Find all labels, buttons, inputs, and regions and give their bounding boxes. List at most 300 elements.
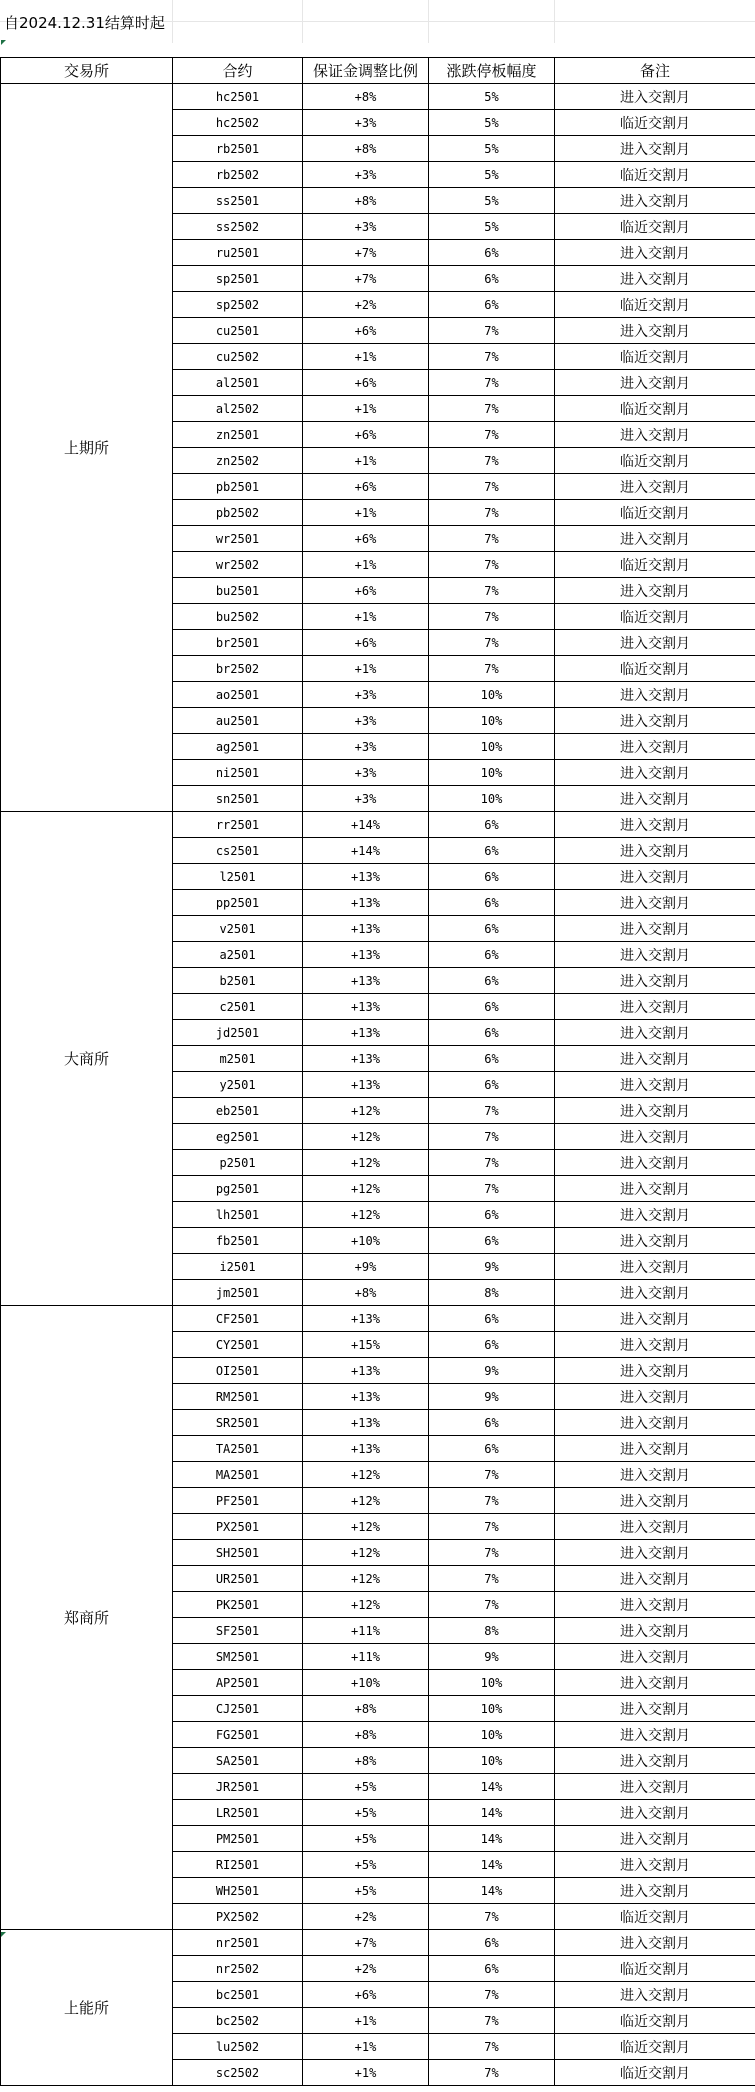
limit-cell[interactable]: 6% (429, 1306, 555, 1332)
contract-cell[interactable]: pb2502 (173, 500, 303, 526)
margin-cell[interactable]: +12% (303, 1514, 429, 1540)
contract-cell[interactable]: wr2502 (173, 552, 303, 578)
margin-cell[interactable]: +2% (303, 292, 429, 318)
margin-cell[interactable]: +13% (303, 1306, 429, 1332)
note-cell[interactable]: 进入交割月 (555, 1514, 755, 1540)
limit-cell[interactable]: 7% (429, 2060, 555, 2086)
limit-cell[interactable]: 7% (429, 500, 555, 526)
header-contract[interactable]: 合约 (173, 58, 303, 84)
contract-cell[interactable]: br2501 (173, 630, 303, 656)
margin-cell[interactable]: +10% (303, 1228, 429, 1254)
limit-cell[interactable]: 5% (429, 162, 555, 188)
margin-cell[interactable]: +1% (303, 604, 429, 630)
note-cell[interactable]: 进入交割月 (555, 1358, 755, 1384)
limit-cell[interactable]: 7% (429, 526, 555, 552)
contract-cell[interactable]: RI2501 (173, 1852, 303, 1878)
margin-cell[interactable]: +8% (303, 1748, 429, 1774)
limit-cell[interactable]: 6% (429, 266, 555, 292)
note-cell[interactable]: 进入交割月 (555, 578, 755, 604)
limit-cell[interactable]: 5% (429, 136, 555, 162)
note-cell[interactable]: 进入交割月 (555, 266, 755, 292)
margin-cell[interactable]: +6% (303, 370, 429, 396)
margin-cell[interactable]: +13% (303, 968, 429, 994)
margin-cell[interactable]: +13% (303, 890, 429, 916)
margin-cell[interactable]: +3% (303, 682, 429, 708)
margin-cell[interactable]: +5% (303, 1826, 429, 1852)
note-cell[interactable]: 进入交割月 (555, 1722, 755, 1748)
limit-cell[interactable]: 10% (429, 760, 555, 786)
margin-cell[interactable]: +12% (303, 1592, 429, 1618)
note-cell[interactable]: 进入交割月 (555, 812, 755, 838)
note-cell[interactable]: 进入交割月 (555, 1124, 755, 1150)
note-cell[interactable]: 进入交割月 (555, 1072, 755, 1098)
limit-cell[interactable]: 14% (429, 1774, 555, 1800)
margin-cell[interactable]: +14% (303, 812, 429, 838)
note-cell[interactable]: 进入交割月 (555, 1592, 755, 1618)
limit-cell[interactable]: 7% (429, 630, 555, 656)
contract-cell[interactable]: SR2501 (173, 1410, 303, 1436)
contract-cell[interactable]: PX2502 (173, 1904, 303, 1930)
limit-cell[interactable]: 10% (429, 708, 555, 734)
margin-cell[interactable]: +12% (303, 1462, 429, 1488)
limit-cell[interactable]: 7% (429, 344, 555, 370)
contract-cell[interactable]: ss2501 (173, 188, 303, 214)
contract-cell[interactable]: bu2501 (173, 578, 303, 604)
note-cell[interactable]: 临近交割月 (555, 2008, 755, 2034)
contract-cell[interactable]: cu2501 (173, 318, 303, 344)
limit-cell[interactable]: 7% (429, 2034, 555, 2060)
contract-cell[interactable]: nr2502 (173, 1956, 303, 1982)
margin-cell[interactable]: +8% (303, 1722, 429, 1748)
note-cell[interactable]: 进入交割月 (555, 1306, 755, 1332)
note-cell[interactable]: 临近交割月 (555, 344, 755, 370)
margin-cell[interactable]: +3% (303, 162, 429, 188)
margin-cell[interactable]: +3% (303, 734, 429, 760)
margin-cell[interactable]: +12% (303, 1176, 429, 1202)
sheet-title[interactable]: 自2024.12.31结算时起 (4, 14, 165, 32)
limit-cell[interactable]: 10% (429, 682, 555, 708)
margin-cell[interactable]: +13% (303, 916, 429, 942)
contract-cell[interactable]: JR2501 (173, 1774, 303, 1800)
limit-cell[interactable]: 7% (429, 1098, 555, 1124)
margin-cell[interactable]: +3% (303, 786, 429, 812)
note-cell[interactable]: 临近交割月 (555, 110, 755, 136)
margin-cell[interactable]: +10% (303, 1670, 429, 1696)
note-cell[interactable]: 进入交割月 (555, 708, 755, 734)
margin-cell[interactable]: +7% (303, 1930, 429, 1956)
margin-cell[interactable]: +12% (303, 1488, 429, 1514)
note-cell[interactable]: 进入交割月 (555, 1410, 755, 1436)
note-cell[interactable]: 临近交割月 (555, 1904, 755, 1930)
exchange-cell[interactable]: 大商所 (1, 812, 173, 1306)
margin-cell[interactable]: +12% (303, 1150, 429, 1176)
margin-cell[interactable]: +6% (303, 526, 429, 552)
margin-cell[interactable]: +13% (303, 1384, 429, 1410)
limit-cell[interactable]: 14% (429, 1852, 555, 1878)
contract-cell[interactable]: rb2502 (173, 162, 303, 188)
limit-cell[interactable]: 6% (429, 890, 555, 916)
note-cell[interactable]: 进入交割月 (555, 474, 755, 500)
limit-cell[interactable]: 6% (429, 1956, 555, 1982)
contract-cell[interactable]: ss2502 (173, 214, 303, 240)
limit-cell[interactable]: 8% (429, 1280, 555, 1306)
margin-cell[interactable]: +3% (303, 760, 429, 786)
contract-cell[interactable]: UR2501 (173, 1566, 303, 1592)
note-cell[interactable]: 进入交割月 (555, 942, 755, 968)
note-cell[interactable]: 进入交割月 (555, 1748, 755, 1774)
contract-cell[interactable]: pg2501 (173, 1176, 303, 1202)
contract-cell[interactable]: lh2501 (173, 1202, 303, 1228)
note-cell[interactable]: 进入交割月 (555, 1098, 755, 1124)
limit-cell[interactable]: 6% (429, 1046, 555, 1072)
margin-cell[interactable]: +1% (303, 344, 429, 370)
margin-cell[interactable]: +12% (303, 1566, 429, 1592)
contract-cell[interactable]: y2501 (173, 1072, 303, 1098)
limit-cell[interactable]: 7% (429, 2008, 555, 2034)
contract-cell[interactable]: CY2501 (173, 1332, 303, 1358)
limit-cell[interactable]: 6% (429, 1072, 555, 1098)
margin-cell[interactable]: +5% (303, 1800, 429, 1826)
contract-cell[interactable]: b2501 (173, 968, 303, 994)
note-cell[interactable]: 进入交割月 (555, 1384, 755, 1410)
limit-cell[interactable]: 5% (429, 110, 555, 136)
contract-cell[interactable]: nr2501 (173, 1930, 303, 1956)
limit-cell[interactable]: 14% (429, 1800, 555, 1826)
contract-cell[interactable]: LR2501 (173, 1800, 303, 1826)
margin-cell[interactable]: +15% (303, 1332, 429, 1358)
margin-cell[interactable]: +3% (303, 708, 429, 734)
contract-cell[interactable]: bu2502 (173, 604, 303, 630)
contract-cell[interactable]: al2502 (173, 396, 303, 422)
contract-cell[interactable]: ao2501 (173, 682, 303, 708)
limit-cell[interactable]: 6% (429, 864, 555, 890)
margin-cell[interactable]: +2% (303, 1956, 429, 1982)
contract-cell[interactable]: zn2501 (173, 422, 303, 448)
note-cell[interactable]: 进入交割月 (555, 1228, 755, 1254)
note-cell[interactable]: 进入交割月 (555, 760, 755, 786)
margin-cell[interactable]: +13% (303, 994, 429, 1020)
note-cell[interactable]: 进入交割月 (555, 240, 755, 266)
margin-cell[interactable]: +6% (303, 578, 429, 604)
note-cell[interactable]: 进入交割月 (555, 84, 755, 110)
limit-cell[interactable]: 6% (429, 1020, 555, 1046)
note-cell[interactable]: 临近交割月 (555, 292, 755, 318)
note-cell[interactable]: 临近交割月 (555, 2034, 755, 2060)
note-cell[interactable]: 进入交割月 (555, 1982, 755, 2008)
margin-cell[interactable]: +13% (303, 1436, 429, 1462)
contract-cell[interactable]: ni2501 (173, 760, 303, 786)
limit-cell[interactable]: 6% (429, 994, 555, 1020)
limit-cell[interactable]: 14% (429, 1826, 555, 1852)
margin-cell[interactable]: +9% (303, 1254, 429, 1280)
contract-cell[interactable]: AP2501 (173, 1670, 303, 1696)
contract-cell[interactable]: ru2501 (173, 240, 303, 266)
limit-cell[interactable]: 7% (429, 1566, 555, 1592)
note-cell[interactable]: 进入交割月 (555, 1046, 755, 1072)
limit-cell[interactable]: 6% (429, 916, 555, 942)
limit-cell[interactable]: 7% (429, 578, 555, 604)
limit-cell[interactable]: 7% (429, 474, 555, 500)
limit-cell[interactable]: 7% (429, 656, 555, 682)
note-cell[interactable]: 进入交割月 (555, 734, 755, 760)
contract-cell[interactable]: wr2501 (173, 526, 303, 552)
contract-cell[interactable]: au2501 (173, 708, 303, 734)
contract-cell[interactable]: al2501 (173, 370, 303, 396)
contract-cell[interactable]: RM2501 (173, 1384, 303, 1410)
margin-cell[interactable]: +11% (303, 1644, 429, 1670)
contract-cell[interactable]: eb2501 (173, 1098, 303, 1124)
limit-cell[interactable]: 7% (429, 1176, 555, 1202)
margin-cell[interactable]: +13% (303, 1072, 429, 1098)
note-cell[interactable]: 进入交割月 (555, 1462, 755, 1488)
header-exchange[interactable]: 交易所 (1, 58, 173, 84)
contract-cell[interactable]: PX2501 (173, 1514, 303, 1540)
header-limit[interactable]: 涨跌停板幅度 (429, 58, 555, 84)
limit-cell[interactable]: 6% (429, 1930, 555, 1956)
margin-cell[interactable]: +5% (303, 1774, 429, 1800)
note-cell[interactable]: 进入交割月 (555, 1488, 755, 1514)
limit-cell[interactable]: 7% (429, 448, 555, 474)
limit-cell[interactable]: 9% (429, 1358, 555, 1384)
limit-cell[interactable]: 6% (429, 1410, 555, 1436)
note-cell[interactable]: 进入交割月 (555, 630, 755, 656)
contract-cell[interactable]: hc2501 (173, 84, 303, 110)
contract-cell[interactable]: jm2501 (173, 1280, 303, 1306)
note-cell[interactable]: 进入交割月 (555, 318, 755, 344)
margin-cell[interactable]: +3% (303, 110, 429, 136)
margin-cell[interactable]: +6% (303, 318, 429, 344)
margin-cell[interactable]: +1% (303, 656, 429, 682)
margin-cell[interactable]: +12% (303, 1098, 429, 1124)
exchange-cell[interactable]: 郑商所 (1, 1306, 173, 1930)
contract-cell[interactable]: p2501 (173, 1150, 303, 1176)
note-cell[interactable]: 进入交割月 (555, 1020, 755, 1046)
contract-cell[interactable]: jd2501 (173, 1020, 303, 1046)
limit-cell[interactable]: 7% (429, 1982, 555, 2008)
contract-cell[interactable]: MA2501 (173, 1462, 303, 1488)
margin-cell[interactable]: +5% (303, 1878, 429, 1904)
note-cell[interactable]: 进入交割月 (555, 1618, 755, 1644)
note-cell[interactable]: 进入交割月 (555, 1774, 755, 1800)
margin-cell[interactable]: +8% (303, 136, 429, 162)
limit-cell[interactable]: 6% (429, 292, 555, 318)
contract-cell[interactable]: TA2501 (173, 1436, 303, 1462)
note-cell[interactable]: 进入交割月 (555, 1930, 755, 1956)
contract-cell[interactable]: SM2501 (173, 1644, 303, 1670)
limit-cell[interactable]: 6% (429, 942, 555, 968)
limit-cell[interactable]: 6% (429, 838, 555, 864)
limit-cell[interactable]: 10% (429, 734, 555, 760)
contract-cell[interactable]: SA2501 (173, 1748, 303, 1774)
limit-cell[interactable]: 7% (429, 422, 555, 448)
note-cell[interactable]: 进入交割月 (555, 994, 755, 1020)
margin-cell[interactable]: +1% (303, 2060, 429, 2086)
margin-cell[interactable]: +1% (303, 552, 429, 578)
margin-cell[interactable]: +8% (303, 188, 429, 214)
contract-cell[interactable]: hc2502 (173, 110, 303, 136)
note-cell[interactable]: 进入交割月 (555, 1800, 755, 1826)
margin-cell[interactable]: +3% (303, 214, 429, 240)
margin-cell[interactable]: +7% (303, 240, 429, 266)
contract-cell[interactable]: OI2501 (173, 1358, 303, 1384)
note-cell[interactable]: 进入交割月 (555, 188, 755, 214)
margin-cell[interactable]: +13% (303, 942, 429, 968)
contract-cell[interactable]: pp2501 (173, 890, 303, 916)
note-cell[interactable]: 进入交割月 (555, 890, 755, 916)
limit-cell[interactable]: 6% (429, 1202, 555, 1228)
contract-cell[interactable]: rr2501 (173, 812, 303, 838)
margin-cell[interactable]: +1% (303, 2008, 429, 2034)
contract-cell[interactable]: a2501 (173, 942, 303, 968)
note-cell[interactable]: 进入交割月 (555, 1696, 755, 1722)
limit-cell[interactable]: 5% (429, 84, 555, 110)
contract-cell[interactable]: bc2501 (173, 1982, 303, 2008)
note-cell[interactable]: 临近交割月 (555, 2060, 755, 2086)
limit-cell[interactable]: 7% (429, 1150, 555, 1176)
note-cell[interactable]: 临近交割月 (555, 448, 755, 474)
limit-cell[interactable]: 7% (429, 1124, 555, 1150)
limit-cell[interactable]: 6% (429, 1228, 555, 1254)
limit-cell[interactable]: 7% (429, 318, 555, 344)
limit-cell[interactable]: 8% (429, 1618, 555, 1644)
limit-cell[interactable]: 10% (429, 1748, 555, 1774)
margin-cell[interactable]: +14% (303, 838, 429, 864)
limit-cell[interactable]: 10% (429, 786, 555, 812)
margin-cell[interactable]: +1% (303, 2034, 429, 2060)
limit-cell[interactable]: 6% (429, 240, 555, 266)
note-cell[interactable]: 进入交割月 (555, 1332, 755, 1358)
contract-cell[interactable]: PM2501 (173, 1826, 303, 1852)
note-cell[interactable]: 进入交割月 (555, 1150, 755, 1176)
margin-cell[interactable]: +1% (303, 500, 429, 526)
margin-cell[interactable]: +12% (303, 1202, 429, 1228)
limit-cell[interactable]: 7% (429, 1488, 555, 1514)
note-cell[interactable]: 进入交割月 (555, 1176, 755, 1202)
margin-cell[interactable]: +7% (303, 266, 429, 292)
limit-cell[interactable]: 6% (429, 1436, 555, 1462)
contract-cell[interactable]: cu2502 (173, 344, 303, 370)
note-cell[interactable]: 临近交割月 (555, 552, 755, 578)
note-cell[interactable]: 临近交割月 (555, 604, 755, 630)
margin-cell[interactable]: +6% (303, 474, 429, 500)
contract-cell[interactable]: i2501 (173, 1254, 303, 1280)
note-cell[interactable]: 临近交割月 (555, 214, 755, 240)
contract-cell[interactable]: c2501 (173, 994, 303, 1020)
note-cell[interactable]: 进入交割月 (555, 838, 755, 864)
limit-cell[interactable]: 9% (429, 1644, 555, 1670)
note-cell[interactable]: 进入交割月 (555, 422, 755, 448)
limit-cell[interactable]: 10% (429, 1722, 555, 1748)
limit-cell[interactable]: 7% (429, 604, 555, 630)
header-margin[interactable]: 保证金调整比例 (303, 58, 429, 84)
contract-cell[interactable]: m2501 (173, 1046, 303, 1072)
note-cell[interactable]: 临近交割月 (555, 162, 755, 188)
note-cell[interactable]: 进入交割月 (555, 136, 755, 162)
contract-cell[interactable]: SH2501 (173, 1540, 303, 1566)
note-cell[interactable]: 进入交割月 (555, 1280, 755, 1306)
note-cell[interactable]: 进入交割月 (555, 1826, 755, 1852)
contract-cell[interactable]: WH2501 (173, 1878, 303, 1904)
contract-cell[interactable]: SF2501 (173, 1618, 303, 1644)
note-cell[interactable]: 进入交割月 (555, 526, 755, 552)
note-cell[interactable]: 进入交割月 (555, 1436, 755, 1462)
contract-cell[interactable]: pb2501 (173, 474, 303, 500)
margin-cell[interactable]: +6% (303, 422, 429, 448)
note-cell[interactable]: 进入交割月 (555, 1852, 755, 1878)
note-cell[interactable]: 进入交割月 (555, 682, 755, 708)
contract-cell[interactable]: sp2502 (173, 292, 303, 318)
margin-cell[interactable]: +8% (303, 84, 429, 110)
note-cell[interactable]: 进入交割月 (555, 1254, 755, 1280)
limit-cell[interactable]: 10% (429, 1696, 555, 1722)
contract-cell[interactable]: cs2501 (173, 838, 303, 864)
contract-cell[interactable]: l2501 (173, 864, 303, 890)
contract-cell[interactable]: sc2502 (173, 2060, 303, 2086)
note-cell[interactable]: 临近交割月 (555, 500, 755, 526)
note-cell[interactable]: 临近交割月 (555, 396, 755, 422)
contract-cell[interactable]: FG2501 (173, 1722, 303, 1748)
note-cell[interactable]: 进入交割月 (555, 1644, 755, 1670)
margin-cell[interactable]: +12% (303, 1124, 429, 1150)
note-cell[interactable]: 进入交割月 (555, 786, 755, 812)
margin-cell[interactable]: +8% (303, 1696, 429, 1722)
limit-cell[interactable]: 7% (429, 552, 555, 578)
limit-cell[interactable]: 6% (429, 1332, 555, 1358)
limit-cell[interactable]: 9% (429, 1384, 555, 1410)
contract-cell[interactable]: sn2501 (173, 786, 303, 812)
note-cell[interactable]: 临近交割月 (555, 1956, 755, 1982)
margin-cell[interactable]: +2% (303, 1904, 429, 1930)
header-note[interactable]: 备注 (555, 58, 755, 84)
contract-cell[interactable]: br2502 (173, 656, 303, 682)
limit-cell[interactable]: 7% (429, 396, 555, 422)
contract-cell[interactable]: eg2501 (173, 1124, 303, 1150)
note-cell[interactable]: 进入交割月 (555, 1540, 755, 1566)
margin-cell[interactable]: +11% (303, 1618, 429, 1644)
margin-cell[interactable]: +13% (303, 864, 429, 890)
exchange-cell[interactable]: 上期所 (1, 84, 173, 812)
contract-cell[interactable]: PF2501 (173, 1488, 303, 1514)
limit-cell[interactable]: 5% (429, 214, 555, 240)
note-cell[interactable]: 进入交割月 (555, 1878, 755, 1904)
contract-cell[interactable]: zn2502 (173, 448, 303, 474)
note-cell[interactable]: 进入交割月 (555, 968, 755, 994)
note-cell[interactable]: 进入交割月 (555, 1202, 755, 1228)
contract-cell[interactable]: ag2501 (173, 734, 303, 760)
margin-cell[interactable]: +13% (303, 1410, 429, 1436)
contract-cell[interactable]: fb2501 (173, 1228, 303, 1254)
margin-cell[interactable]: +13% (303, 1358, 429, 1384)
note-cell[interactable]: 进入交割月 (555, 370, 755, 396)
margin-cell[interactable]: +1% (303, 396, 429, 422)
limit-cell[interactable]: 5% (429, 188, 555, 214)
limit-cell[interactable]: 9% (429, 1254, 555, 1280)
margin-cell[interactable]: +13% (303, 1046, 429, 1072)
contract-cell[interactable]: PK2501 (173, 1592, 303, 1618)
limit-cell[interactable]: 14% (429, 1878, 555, 1904)
note-cell[interactable]: 进入交割月 (555, 916, 755, 942)
limit-cell[interactable]: 10% (429, 1670, 555, 1696)
contract-cell[interactable]: CF2501 (173, 1306, 303, 1332)
limit-cell[interactable]: 7% (429, 1514, 555, 1540)
margin-cell[interactable]: +6% (303, 1982, 429, 2008)
limit-cell[interactable]: 6% (429, 812, 555, 838)
note-cell[interactable]: 进入交割月 (555, 1670, 755, 1696)
margin-cell[interactable]: +6% (303, 630, 429, 656)
note-cell[interactable]: 进入交割月 (555, 864, 755, 890)
margin-cell[interactable]: +1% (303, 448, 429, 474)
limit-cell[interactable]: 7% (429, 1540, 555, 1566)
